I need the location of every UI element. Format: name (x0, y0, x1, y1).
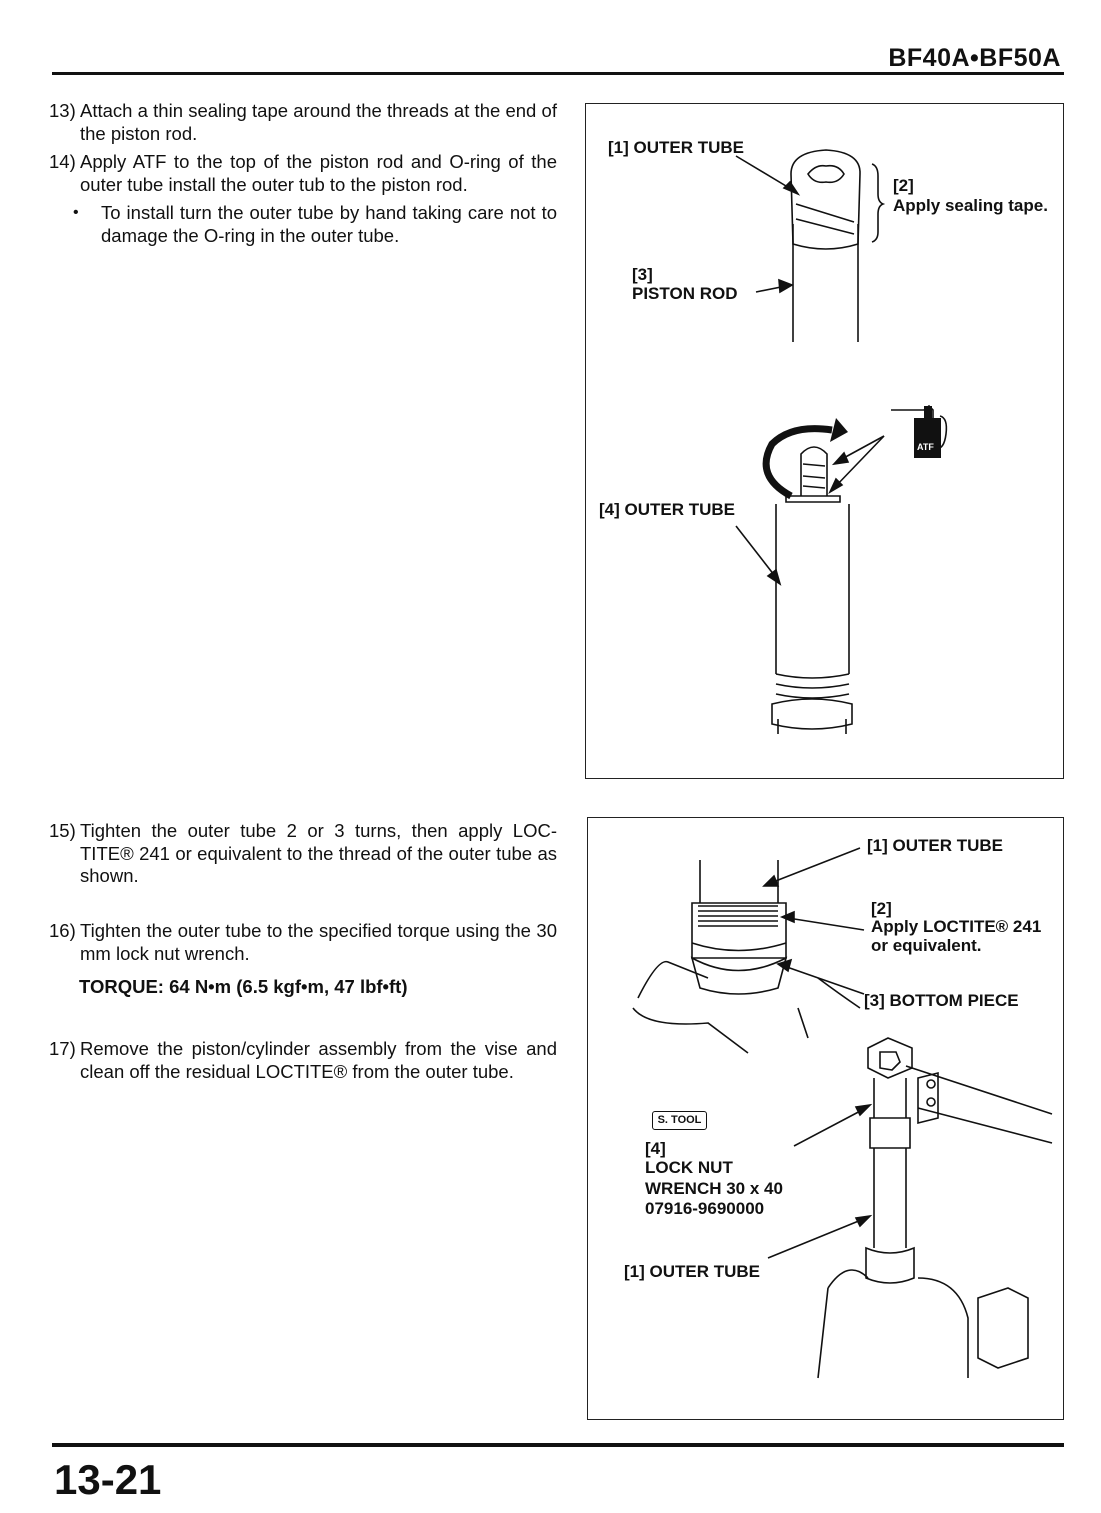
torque-spec: TORQUE: 64 N•m (6.5 kgf•m, 47 lbf•ft) (79, 976, 408, 997)
step-text: Apply ATF to the top of the piston rod and O-ring of the outer tube install the outer tub to the piston rod. (80, 151, 557, 195)
header-rule (52, 72, 1064, 75)
label-outer-tube-4: [4] OUTER TUBE (599, 500, 735, 519)
step-16 (49, 920, 557, 965)
label-loctite-line2: or equivalent. (871, 936, 982, 955)
step-15 (49, 820, 557, 888)
label-wrench-line2: WRENCH 30 x 40 (645, 1179, 783, 1198)
label-loctite-line1: Apply LOCTITE® 241 (871, 917, 1042, 936)
step-number: 17) (49, 1038, 76, 1059)
step-text: Remove the piston/cylinder assembly from the vise and clean off the residual LOCTITE® from the outer tube. (80, 1038, 557, 1082)
step-text: Tighten the outer tube to the specified torque using the 30 mm lock nut wrench. (80, 920, 557, 964)
label-loctite-number: [2] (871, 899, 892, 918)
page-number: 13-21 (54, 1456, 162, 1503)
label-outer-tube-bottom: [1] OUTER TUBE (624, 1262, 760, 1281)
label-wrench-part-number: 07916-9690000 (645, 1199, 765, 1218)
label-wrench-number: [4] (645, 1139, 666, 1158)
step-number: 15) (49, 820, 76, 841)
label-sealing-tape: Apply sealing tape. (893, 196, 1048, 215)
model-title: BF40A•BF50A (888, 44, 1061, 72)
footer-rule (52, 1443, 1064, 1447)
label-sealing-number: [2] (893, 176, 914, 195)
label-bottom-piece: [3] BOTTOM PIECE (864, 991, 1019, 1010)
step-text: Tighten the outer tube 2 or 3 turns, then apply LOC-TITE® 241 or equivalent to the thread of the outer tube as shown. (80, 820, 557, 886)
step-number: 14) (49, 151, 76, 172)
figure-outer-tube-torque (587, 817, 1064, 1420)
label-piston-rod: PISTON ROD (632, 284, 738, 303)
label-outer-tube-top: [1] OUTER TUBE (867, 836, 1003, 855)
figure-outer-tube-install (585, 103, 1064, 779)
label-piston-number: [3] (632, 265, 653, 284)
step-14 (49, 151, 557, 196)
special-tool-badge: S. TOOL (652, 1111, 707, 1130)
step-13 (49, 100, 557, 145)
atf-can-label: ATF (917, 442, 934, 452)
bullet-note (70, 202, 557, 247)
bullet-symbol: • (73, 204, 79, 221)
bullet-text: To install turn the outer tube by hand taking care not to damage the O-ring in the outer tube. (101, 202, 557, 246)
step-number: 13) (49, 100, 76, 121)
step-17 (49, 1038, 557, 1083)
step-number: 16) (49, 920, 76, 941)
label-outer-tube-1: [1] OUTER TUBE (608, 138, 744, 157)
step-text: Attach a thin sealing tape around the threads at the end of the piston rod. (80, 100, 557, 144)
label-wrench-line1: LOCK NUT (645, 1158, 733, 1177)
